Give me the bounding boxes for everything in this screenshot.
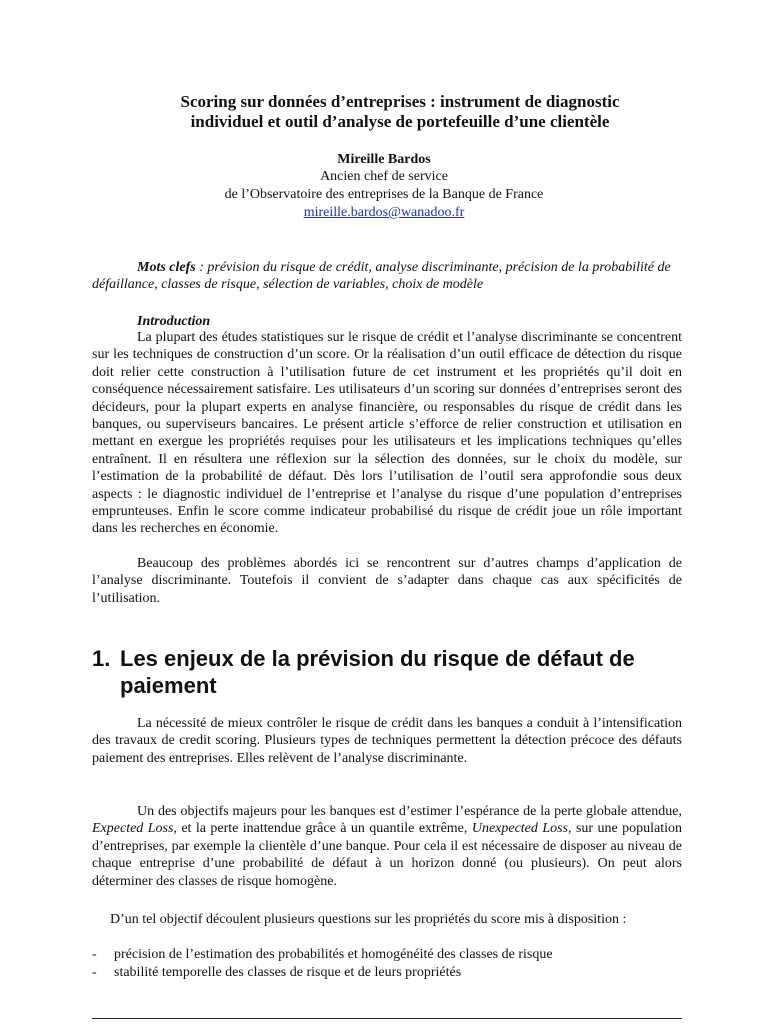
introduction-heading: Introduction	[137, 314, 211, 329]
section-1-number: 1.	[92, 646, 111, 671]
introduction-paragraph-1: La plupart des études statistiques sur le risque de crédit et l’analyse discriminante se concentrent sur les techniques de construction d’un score. Or la réalisation d’un outil efficace de détection du risque doit relier cette construction à l’utilisation future de cet instrument et les propriétés qu’il doit en conséquence nécessairement satisfaire. Les utilisateurs d’un scoring sur données d’entreprises seront des décideurs, pour la plupart experts en analyse financière, ou responsables du risque de crédit dans les banques, ou superviseurs bancaires. Le présent article s’efforce de relier construction et utilisation en mettant en exergue les propriétés requises pour les utilisateurs et les implications techniques qu’elles entraînent. Il en résultera une réflexion sur la sélection des données, sur le choix du modèle, sur l’estimation de la probabilité de défaut. Dès lors l’utilisation de l’outil sera approfondie sous deux aspects : le diagnostic individuel de l’entreprise et l’analyse du risque d’une population d’entreprises emprunteuses. Enfin le score comme indicateur probabilisé du risque de crédit joue un rôle important dans les recherches en économie.	[92, 330, 682, 537]
unexpected-loss-term: Unexpected Loss	[471, 821, 569, 837]
section-1-paragraph-3: D’un tel objectif découlent plusieurs questions sur les propriétés du score mis à disposition :	[110, 912, 627, 927]
bullet-dash: -	[92, 965, 97, 980]
section-1-paragraph-2-part-b: , et la perte inattendue grâce à un quantile extrême,	[173, 821, 472, 837]
section-1-paragraph-2-part-a: Un des objectifs majeurs pour les banques est d’estimer l’espérance de la perte globale attendue,	[137, 804, 682, 819]
section-1-paragraph-1: La nécessité de mieux contrôler le risque de crédit dans les banques a conduit à l’intensification des travaux de credit scoring. Plusieurs types de techniques permettent la détection précoce des défauts paiement des entreprises. Elles relèvent de l’analyse discriminante.	[92, 716, 682, 766]
section-1-title-line-1: Les enjeux de la prévision du risque de défaut de	[120, 646, 635, 671]
author-name: Mireille Bardos	[337, 152, 431, 167]
author-role: Ancien chef de service	[320, 169, 448, 184]
list-item-text: précision de l’estimation des probabilités et homogénéité des classes de risque	[114, 947, 553, 962]
footnote-divider	[92, 1018, 682, 1019]
bullet-dash: -	[92, 947, 97, 962]
author-email-line	[0, 204, 768, 221]
section-1-paragraph-2-part-c: , sur une population d’entreprises, par exemple la clientèle d’une banque. Pour cela il est nécessaire de disposer au niveau de chaque entreprise d’une probabilité de défaut à un horizon donné (ou plusieurs). On peut alors déterminer des classes de risque homogène.	[92, 821, 682, 889]
list-item	[92, 946, 682, 963]
author-email-link[interactable]: mireille.bardos@wanadoo.fr	[303, 205, 465, 220]
keywords-block	[92, 259, 682, 293]
title-line-1: Scoring sur données d’entreprises : instrument de diagnostic	[180, 92, 620, 111]
section-1-paragraph-2	[92, 803, 682, 890]
paper-title	[120, 92, 680, 132]
list-item-text: stabilité temporelle des classes de risque et de leurs propriétés	[114, 965, 462, 980]
keywords-text: : prévision du risque de crédit, analyse discriminante, précision de la probabilité de défaillance, classes de risque, sélection de variables, choix de modèle	[92, 260, 671, 292]
author-affiliation: de l’Observatoire des entreprises de la Banque de France	[224, 187, 544, 202]
list-item	[92, 964, 682, 981]
title-line-2: individuel et outil d’analyse de portefeuille d’une clientèle	[190, 112, 610, 131]
section-1-title-line-2: paiement	[120, 673, 217, 698]
expected-loss-term: Expected Loss	[92, 821, 174, 837]
introduction-paragraph-2: Beaucoup des problèmes abordés ici se rencontrent sur d’autres champs d’application de l’analyse discriminante. Toutefois il convient de s’adapter dans chaque cas aux spécificités de l’utilisation.	[92, 556, 682, 606]
section-1-heading	[92, 645, 692, 699]
keywords-label: Mots clefs	[137, 260, 196, 275]
